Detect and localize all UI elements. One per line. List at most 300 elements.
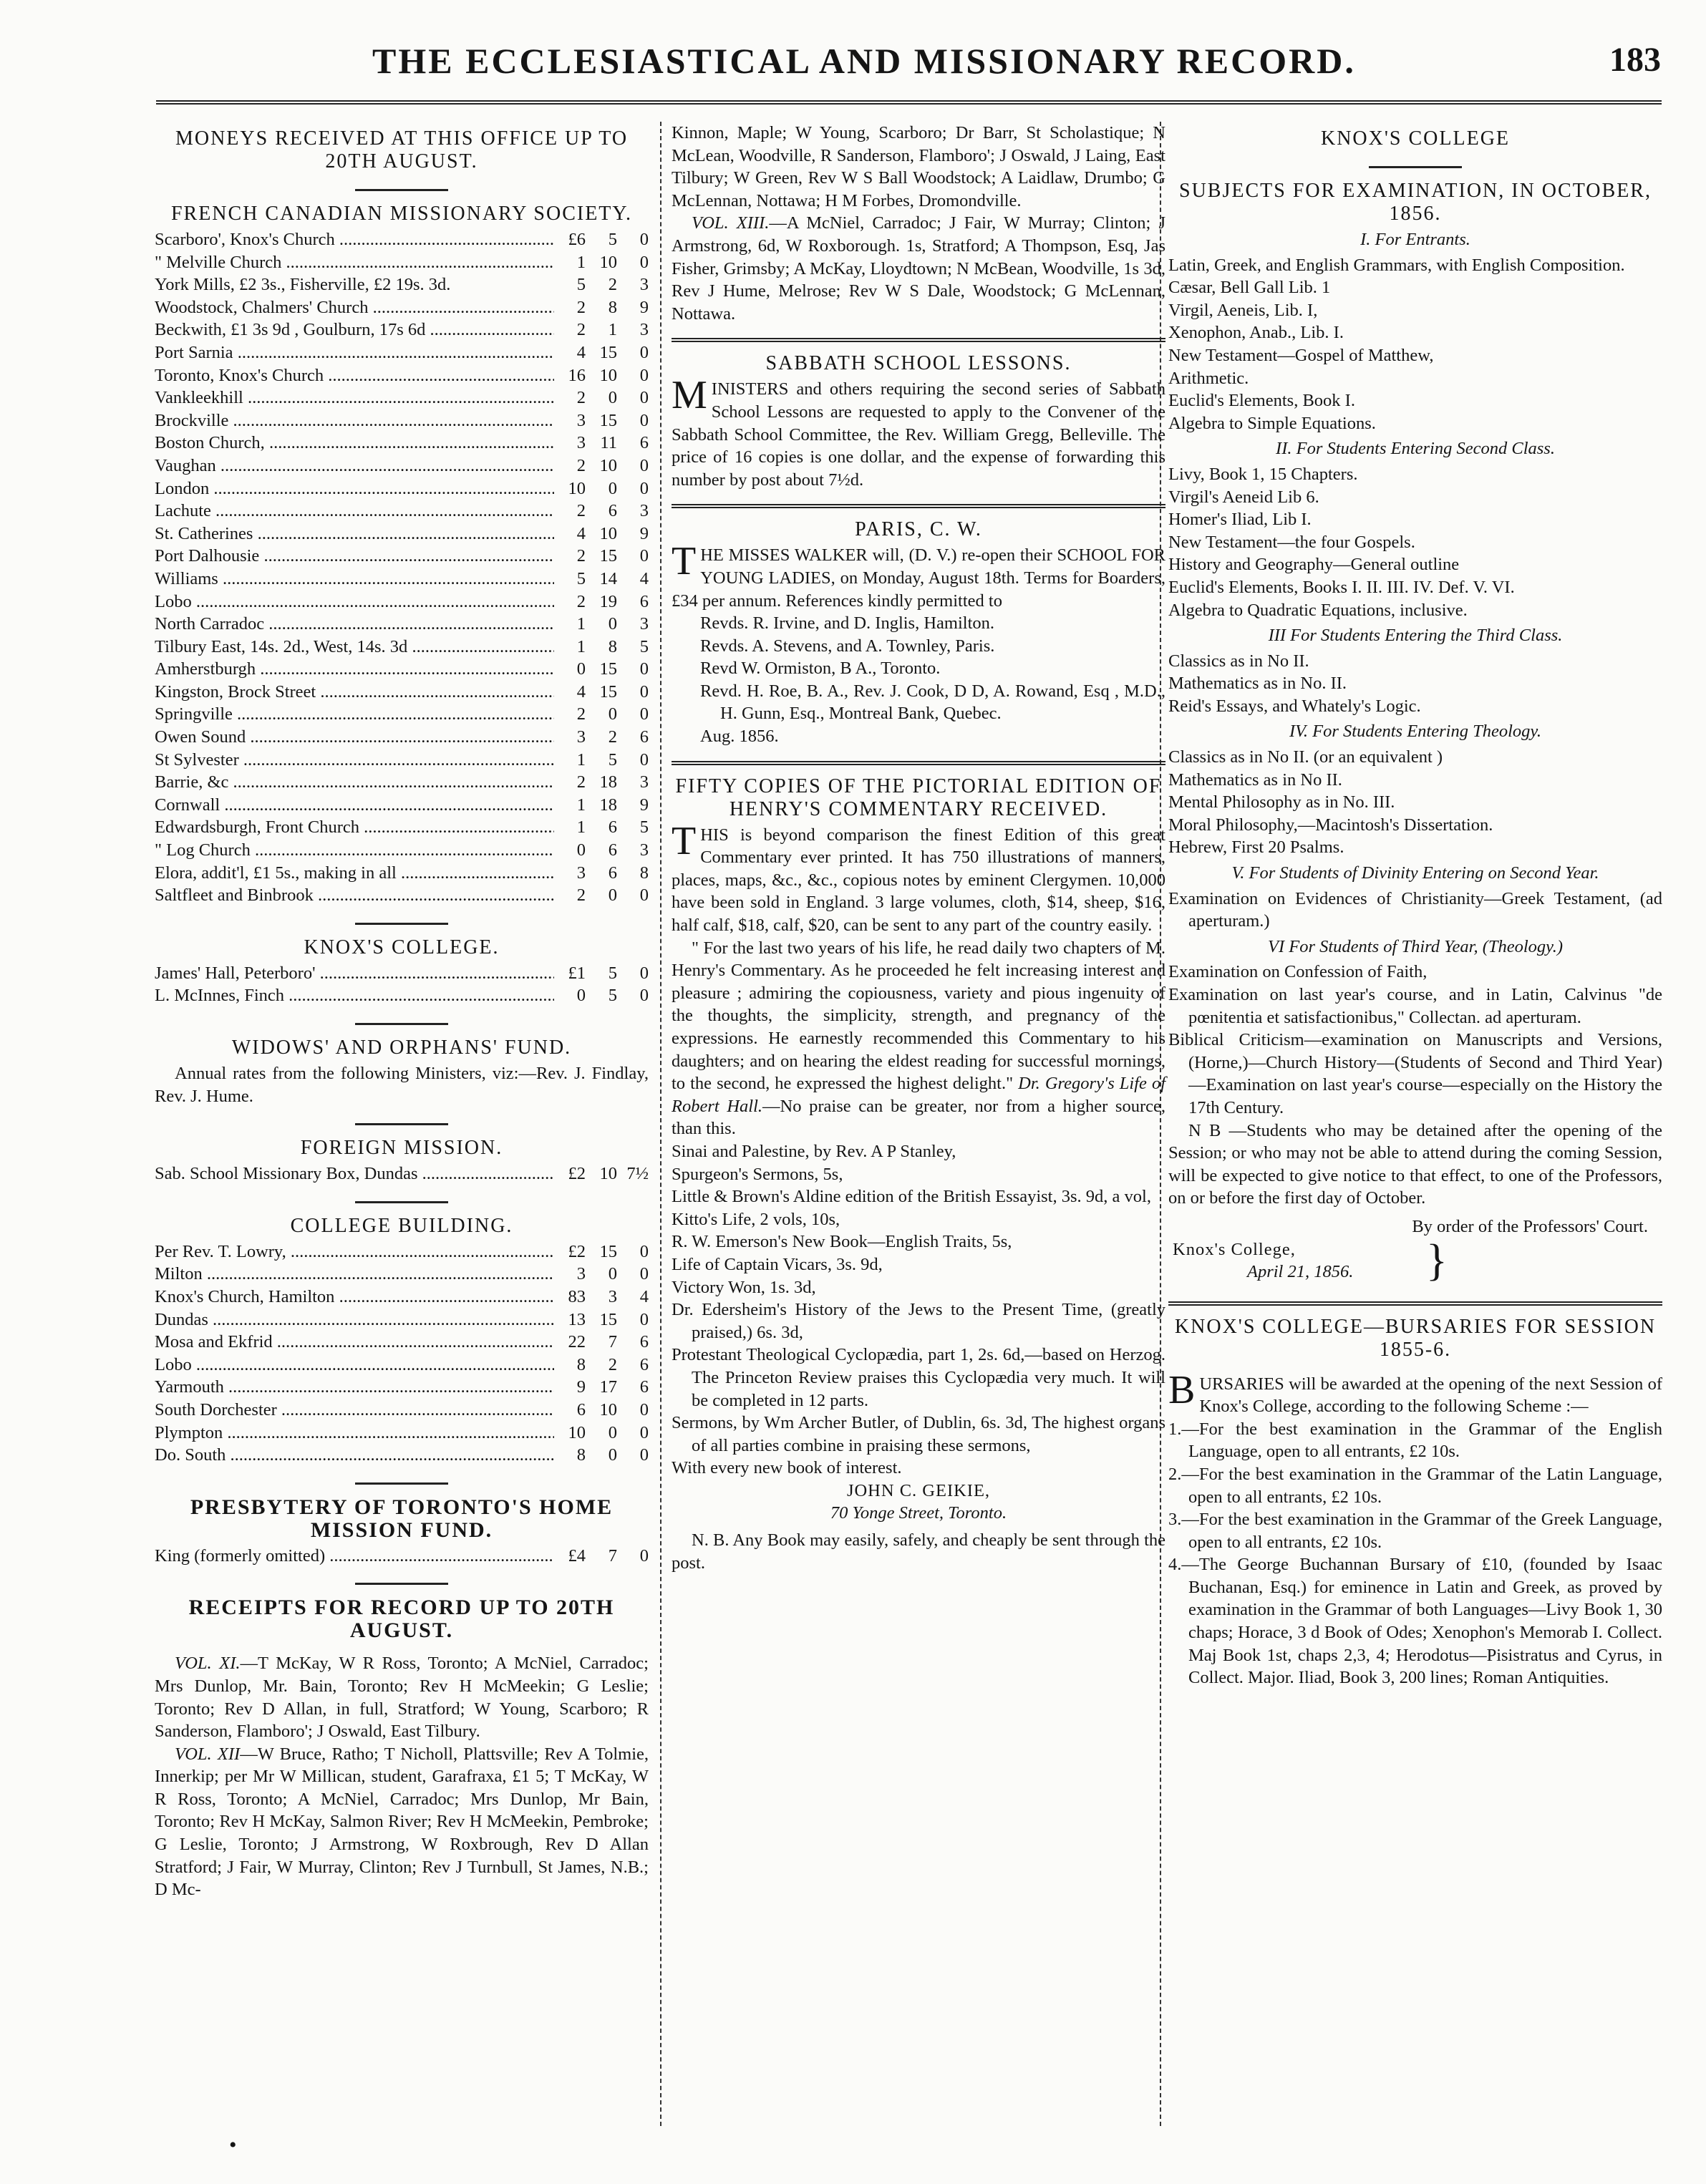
exam-subject: Euclid's Elements, Book I. (1168, 391, 1355, 411)
amount-pounds: 2 (576, 320, 586, 340)
ledger-row (155, 1263, 649, 1286)
exam-subject: Reid's Essays, and Whately's Logic. (1168, 696, 1421, 716)
ledger-amount (554, 681, 649, 704)
signature-name: JOHN C. GEIKIE, (846, 1480, 991, 1500)
subjects-heading: SUBJECTS FOR EXAMINATION, IN OCTOBER, 1856. (1179, 180, 1652, 225)
amount-pence: 6 (639, 591, 649, 611)
amount-pence: 0 (639, 704, 649, 724)
amount-pence: 6 (639, 1354, 649, 1374)
french-mission-ledger (155, 228, 649, 907)
bursary-item: 3.—For the best examination in the Grammar of the Greek Language, open to all entrants, £2 10s. (1168, 1510, 1662, 1552)
ledger-amount (554, 984, 649, 1007)
exam-subject: Euclid's Elements, Books I. II. III. IV. Def. V. VI. (1168, 577, 1515, 597)
ledger-amount (554, 251, 649, 274)
ledger-row (155, 703, 649, 726)
amount-shillings: 15 (599, 1309, 617, 1329)
section-rule (1369, 166, 1462, 168)
amount-pounds: £4 (568, 1545, 586, 1566)
amount-shillings: 5 (608, 230, 617, 249)
amount-pence: 0 (639, 885, 649, 906)
ledger-row (155, 1331, 649, 1354)
ledger-amount (554, 613, 649, 636)
amount-pounds: 3 (576, 433, 586, 453)
amount-pounds: 2 (576, 885, 586, 906)
column-right (1168, 122, 1662, 1689)
ledger-amount (554, 658, 649, 681)
presbytery-ledger (155, 1545, 649, 1568)
exam-subject: New Testament—the four Gospels. (1168, 532, 1415, 552)
amount-pounds: 4 (576, 523, 586, 543)
section-rule (355, 189, 448, 191)
ledger-amount (554, 1444, 649, 1467)
amount-shillings: 0 (608, 614, 617, 634)
ledger-name: Boston Church, ..... (155, 432, 554, 455)
amount-shillings: 6 (608, 840, 617, 860)
ledger-amount (554, 1399, 649, 1422)
foreign-mission-heading: FOREIGN MISSION. (300, 1137, 503, 1160)
ledger-row (155, 636, 649, 659)
amount-pence: 5 (639, 817, 649, 838)
column-left (155, 122, 649, 1901)
ledger-name: Toronto, Knox's Church ..... (155, 364, 554, 387)
fifty-copies-heading: FIFTY COPIES OF THE PICTORIAL EDITION OF HENRY'S COMMENTARY RECEIVED. (675, 775, 1162, 820)
ledger-name: Brockville ..... (155, 409, 554, 432)
amount-pence: 6 (639, 1332, 649, 1352)
amount-pence: 0 (639, 546, 649, 566)
ledger-amount (554, 816, 649, 839)
ledger-amount (554, 771, 649, 794)
amount-pounds: 83 (568, 1286, 586, 1306)
ledger-name: James' Hall, Peterboro' ..... (155, 962, 554, 985)
ledger-row (155, 568, 649, 591)
ledger-row (155, 1399, 649, 1422)
nb-note: N. B. Any Book may easily, safely, and cheaply be sent through the post. (672, 1530, 1165, 1573)
ledger-name: North Carradoc ..... (155, 613, 554, 636)
amount-pounds: £1 (568, 963, 586, 983)
amount-shillings: 5 (608, 963, 617, 983)
exam-section-heading: II. For Students Entering Second Class. (1276, 439, 1555, 459)
book-item: Spurgeon's Sermons, 5s, (672, 1164, 843, 1184)
book-item: Little & Brown's Aldine edition of the British Essayist, 3s. 9d, a vol, (672, 1187, 1151, 1207)
amount-pence: 9 (639, 297, 649, 317)
ledger-amount (554, 409, 649, 432)
amount-pence: 0 (639, 388, 649, 408)
ledger-row (155, 251, 649, 274)
amount-pounds: 3 (576, 410, 586, 430)
amount-pence: 0 (639, 1445, 649, 1465)
book-item: Sinai and Palestine, by Rev. A P Stanley, (672, 1141, 956, 1161)
amount-shillings: 5 (608, 986, 617, 1006)
exam-subject: Examination on Evidences of Christianity—Greek Testament, (ad aperturam.) (1168, 888, 1662, 931)
ledger-row (155, 839, 649, 862)
amount-pounds: 5 (576, 568, 586, 588)
book-item: Dr. Edersheim's History of the Jews to the Present Time, (greatly praised,) 6s. 3d, (672, 1300, 1165, 1342)
exam-subject: Mathematics as in No. II. (1168, 674, 1347, 694)
ledger-amount (554, 1422, 649, 1445)
exam-subject: Livy, Book 1, 15 Chapters. (1168, 464, 1358, 484)
receipts-heading: RECEIPTS FOR RECORD UP TO 20TH AUGUST. (188, 1596, 615, 1643)
amount-shillings: 2 (608, 275, 617, 295)
amount-shillings: 0 (608, 1422, 617, 1442)
amount-shillings: 15 (599, 681, 617, 702)
page-number: 183 (1609, 41, 1661, 79)
amount-pounds: £2 (568, 1241, 586, 1261)
exam-section-heading: IV. For Students Entering Theology. (1289, 722, 1542, 742)
ledger-row (155, 884, 649, 907)
ledger-name: Vankleekhill ..... (155, 387, 554, 409)
ledger-amount (554, 341, 649, 364)
amount-pence: 0 (639, 1264, 649, 1284)
ledger-amount (554, 1545, 649, 1568)
amount-shillings: 1 (608, 320, 617, 340)
bursaries-intro: BURSARIES will be awarded at the opening of the next Session of Knox's College, according to the following Scheme :— (1168, 1367, 1662, 1417)
ledger-name: Cornwall ..... (155, 794, 554, 817)
amount-pounds: 8 (576, 1445, 586, 1465)
exam-subject: Virgil, Aeneis, Lib. I, (1168, 300, 1318, 320)
ledger-name: Vaughan ..... (155, 455, 554, 477)
college-date: April 21, 1856. (1247, 1262, 1354, 1282)
knox-college-ledger (155, 962, 649, 1007)
receipts-vol13: VOL. XIII.—A McNiel, Carradoc; J Fair, W Murray; Clinton; J Armstrong, 6d, W Roxborough. 1s, Stratford; A Thompson, Esq, Jas Fisher, Grimsby; A McKay, Lloydtown; N McBean, Woodville, 1s 3d, Rev J Hume, Melrose; Rev W S Dale, Woodstock; G McLennan, Nottawa. (672, 213, 1165, 324)
amount-pence: 0 (639, 659, 649, 679)
amount-pence: 0 (639, 749, 649, 770)
ledger-name: London ..... (155, 477, 554, 500)
exam-subject: Hebrew, First 20 Psalms. (1168, 838, 1344, 858)
ledger-amount (554, 319, 649, 341)
amount-pence: 0 (639, 1399, 649, 1419)
exam-section-heading: I. For Entrants. (1360, 230, 1470, 249)
paris-date: Aug. 1856. (700, 727, 779, 747)
ledger-name: Kingston, Brock Street ..... (155, 681, 554, 704)
ledger-row (155, 1286, 649, 1309)
bursary-item: 1.—For the best examination in the Grammar of the English Language, open to all entrants, £2 10s. (1168, 1419, 1662, 1462)
amount-shillings: 0 (608, 1445, 617, 1465)
ledger-row (155, 319, 649, 341)
amount-pence: 0 (639, 1545, 649, 1566)
knox-college-heading: KNOX'S COLLEGE. (304, 936, 500, 958)
exam-subject: Algebra to Quadratic Equations, inclusive. (1168, 600, 1468, 620)
amount-pounds: 2 (576, 772, 586, 792)
ledger-row (155, 296, 649, 319)
ledger-row (155, 1163, 649, 1185)
ledger-name: Knox's Church, Hamilton ..... (155, 1286, 554, 1309)
book-list (672, 1140, 1165, 1480)
amount-pounds: 2 (576, 546, 586, 566)
amount-pounds: 2 (576, 388, 586, 408)
ledger-row (155, 455, 649, 477)
section-rule (672, 761, 1165, 765)
exam-subject: Mental Philosophy as in No. III. (1168, 792, 1395, 812)
amount-pence: 0 (639, 455, 649, 475)
amount-shillings: 6 (608, 863, 617, 883)
ledger-name: Sab. School Missionary Box, Dundas ..... (155, 1163, 554, 1185)
ledger-name: South Dorchester ..... (155, 1399, 554, 1422)
exam-subject: New Testament—Gospel of Matthew, (1168, 345, 1434, 365)
ledger-row (155, 681, 649, 704)
ledger-row (155, 432, 649, 455)
book-item: With every new book of interest. (672, 1458, 902, 1478)
amount-pounds: 1 (576, 614, 586, 634)
ledger-amount (554, 591, 649, 613)
ledger-name: Tilbury East, 14s. 2d., West, 14s. 3d ..... (155, 636, 554, 659)
ledger-name: Beckwith, £1 3s 9d , Goulburn, 17s 6d ..... (155, 319, 554, 341)
amount-pence: 3 (639, 772, 649, 792)
amount-pence: 0 (639, 1241, 649, 1261)
amount-pounds: 10 (568, 1422, 586, 1442)
amount-pence: 8 (639, 863, 649, 883)
amount-shillings: 18 (599, 795, 617, 815)
ledger-amount (554, 862, 649, 885)
ledger-amount (554, 884, 649, 907)
exam-subject: Mathematics as in No II. (1168, 770, 1342, 790)
amount-shillings: 14 (599, 568, 617, 588)
amount-shillings: 3 (608, 1286, 617, 1306)
amount-shillings: 10 (599, 252, 617, 272)
amount-pounds: 6 (576, 1399, 586, 1419)
exam-subject: Classics as in No II. (or an equivalent ) (1168, 747, 1443, 767)
ledger-amount (554, 1376, 649, 1399)
amount-pounds: 3 (576, 727, 586, 747)
ledger-name: " Log Church ..... (155, 839, 554, 862)
ledger-row (155, 862, 649, 885)
amount-pounds: 0 (576, 840, 586, 860)
ledger-amount (554, 1241, 649, 1263)
section-rule (355, 923, 448, 925)
amount-pence: 3 (639, 614, 649, 634)
ledger-name: Barrie, &c ..... (155, 771, 554, 794)
ledger-row (155, 1444, 649, 1467)
amount-pounds: 13 (568, 1309, 586, 1329)
amount-shillings: 18 (599, 772, 617, 792)
ledger-name: Saltfleet and Binbrook ..... (155, 884, 554, 907)
french-mission-heading: FRENCH CANADIAN MISSIONARY SOCIETY. (170, 203, 633, 225)
amount-shillings: 10 (599, 1164, 617, 1184)
ledger-row (155, 228, 649, 251)
amount-pounds: 4 (576, 681, 586, 702)
ledger-name: King (formerly omitted) ..... (155, 1545, 554, 1568)
amount-pence: 6 (639, 727, 649, 747)
amount-pounds: 8 (576, 1354, 586, 1374)
section-rule (355, 1123, 448, 1125)
amount-shillings: 11 (600, 433, 617, 453)
amount-pence: 3 (639, 501, 649, 521)
signature-address: 70 Yonge Street, Toronto. (830, 1503, 1007, 1523)
exam-subject: Homer's Iliad, Lib I. (1168, 510, 1312, 530)
exam-section-heading: III For Students Entering the Third Class. (1268, 626, 1563, 646)
ledger-row (155, 1545, 649, 1568)
ledger-amount (554, 387, 649, 409)
amount-pence: 0 (639, 1422, 649, 1442)
amount-pence: 4 (639, 1286, 649, 1306)
paris-text: THE MISSES WALKER will, (D. V.) re-open their SCHOOL FOR YOUNG LADIES, on Monday, August 18th. Terms for Boarders, £34 per annum. References kindly permitted to (672, 539, 1165, 611)
amount-pence: 0 (639, 230, 649, 249)
reference-item: Revds. R. Irvine, and D. Inglis, Hamilton. (700, 613, 995, 634)
ledger-row (155, 341, 649, 364)
section-rule (672, 504, 1165, 508)
amount-pounds: 0 (576, 659, 586, 679)
amount-shillings: 7 (608, 1545, 617, 1566)
amount-pounds: 9 (576, 1377, 586, 1397)
bursaries-heading: KNOX'S COLLEGE—BURSARIES FOR SESSION 1855-6. (1174, 1315, 1657, 1361)
footer-mark: • (229, 2133, 237, 2157)
amount-pounds: 4 (576, 342, 586, 362)
amount-pounds: 0 (576, 986, 586, 1006)
amount-shillings: 15 (599, 410, 617, 430)
amount-pence: 9 (639, 523, 649, 543)
ledger-name: Milton ..... (155, 1263, 554, 1286)
amount-shillings: 0 (608, 704, 617, 724)
ledger-row (155, 523, 649, 545)
ledger-name: Mosa and Ekfrid ..... (155, 1331, 554, 1354)
ledger-name: St Sylvester ..... (155, 749, 554, 772)
exam-subject: Biblical Criticism—examination on Manuscripts and Versions, (Horne,)—Church History—(Students of Second and Third Year)—Examination on last year's course—especially on the History the 17th Century. (1168, 1030, 1662, 1117)
book-item: Sermons, by Wm Archer Butler, of Dublin, 6s. 3d, The highest organs of all parties combine in praising these sermons, (672, 1413, 1165, 1455)
ledger-amount (554, 568, 649, 591)
ledger-amount (554, 273, 649, 296)
ledger-row (155, 1422, 649, 1445)
ledger-row (155, 749, 649, 772)
ledger-name: Springville ..... (155, 703, 554, 726)
amount-shillings: 15 (599, 1241, 617, 1261)
ledger-row (155, 771, 649, 794)
ledger-amount (554, 636, 649, 659)
ledger-amount (554, 228, 649, 251)
book-item: Victory Won, 1s. 3d, (672, 1277, 816, 1297)
amount-pounds: 1 (576, 636, 586, 656)
ledger-amount (554, 455, 649, 477)
ledger-name: St. Catherines ..... (155, 523, 554, 545)
amount-shillings: 0 (608, 478, 617, 498)
amount-shillings: 2 (608, 727, 617, 747)
ledger-name: " Melville Church ..... (155, 251, 554, 274)
ledger-amount (554, 364, 649, 387)
exam-subject: Moral Philosophy,—Macintosh's Dissertation. (1168, 815, 1493, 835)
ledger-name: Port Sarnia ..... (155, 341, 554, 364)
ledger-row (155, 794, 649, 817)
ledger-name: L. McInnes, Finch ..... (155, 984, 554, 1007)
ledger-name: Amherstburgh ..... (155, 658, 554, 681)
paris-references (672, 612, 1165, 725)
section-rule (355, 1583, 448, 1585)
amount-pence: 0 (639, 986, 649, 1006)
section-rule (355, 1482, 448, 1485)
amount-pounds: 1 (576, 795, 586, 815)
ledger-amount (554, 1309, 649, 1331)
amount-pounds: 2 (576, 455, 586, 475)
ledger-name: York Mills, £2 3s., Fisherville, £2 19s. 3d. (155, 275, 451, 295)
brace-glyph: } (1426, 1236, 1448, 1285)
moneys-heading: MONEYS RECEIVED AT THIS OFFICE UP TO 20TH AUGUST. (175, 127, 629, 173)
amount-shillings: 7 (608, 1332, 617, 1352)
exam-subject: Examination on Confession of Faith, (1168, 962, 1428, 982)
ledger-name: Woodstock, Chalmers' Church ..... (155, 296, 554, 319)
amount-shillings: 0 (608, 1264, 617, 1284)
ledger-amount (554, 1263, 649, 1286)
ledger-amount (554, 962, 649, 985)
widows-fund-text: Annual rates from the following Ministers, viz:—Rev. J. Findlay, Rev. J. Hume. (155, 1064, 649, 1106)
amount-pounds: 2 (576, 297, 586, 317)
ledger-amount (554, 477, 649, 500)
ledger-name: Lachute ..... (155, 500, 554, 523)
book-item: Protestant Theological Cyclopædia, part 1, 2s. 6d,—based on Herzog. The Princeton Review praises this Cyclopædia very much. It will be completed in 12 parts. (672, 1345, 1165, 1410)
exam-subject: Classics as in No II. (1168, 651, 1309, 671)
ledger-amount (554, 726, 649, 749)
ledger-name: Scarboro', Knox's Church ..... (155, 228, 554, 251)
ledger-amount (554, 1354, 649, 1377)
exam-subject: Virgil's Aeneid Lib 6. (1168, 487, 1319, 507)
exam-subject: Xenophon, Anab., Lib. I. (1168, 323, 1344, 343)
exam-subject: Examination on last year's course, and in Latin, Calvinus "de pœnitentia et satisfactionibus," Collectan. ad aperturam. (1168, 985, 1662, 1027)
ledger-amount (554, 545, 649, 568)
ledger-row (155, 613, 649, 636)
ledger-row (155, 1309, 649, 1331)
ledger-row (155, 273, 649, 296)
college-building-ledger (155, 1241, 649, 1467)
ledger-row (155, 816, 649, 839)
ledger-name: Elora, addit'l, £1 5s., making in all ..... (155, 862, 554, 885)
ledger-name: Lobo ..... (155, 591, 554, 613)
reference-item: Revd. H. Roe, B. A., Rev. J. Cook, D D, A. Rowand, Esq , M.D., H. Gunn, Esq., Montreal Bank, Quebec. (700, 681, 1165, 724)
amount-pence: 3 (639, 275, 649, 295)
amount-pence: 3 (639, 840, 649, 860)
ledger-amount (554, 523, 649, 545)
amount-shillings: 0 (608, 885, 617, 906)
fifty-copies-p1: THIS is beyond comparison the finest Edition of this great Commentary ever printed. It has 750 illustrations of manners, places, maps, &c., &c., copious notes by eminent Clergymen. 10,000 have been sold in England. 3 large volumes, cloth, $14, sheep, $16, half calf, $18, calf, $20, can be sent to any part of the country easily. (672, 818, 1165, 936)
ledger-amount (554, 839, 649, 862)
amount-pounds: £6 (568, 230, 586, 249)
knox-college-title: KNOX'S COLLEGE (1320, 127, 1511, 150)
page-title: THE ECCLESIASTICAL AND MISSIONARY RECORD. (372, 41, 1356, 81)
amount-shillings: 19 (599, 591, 617, 611)
section-rule (355, 1201, 448, 1203)
date-block (1168, 1238, 1662, 1288)
amount-shillings: 15 (599, 546, 617, 566)
amount-pounds: 3 (576, 863, 586, 883)
ledger-amount (554, 794, 649, 817)
receipts-vol12: VOL. XII—W Bruce, Ratho; T Nicholl, Plattsville; Rev A Tolmie, Innerkip; per Mr W Millican, student, Garafraxa, £1 5; T McKay, W R Ross, Toronto; A McNiel, Carradoc; Mrs Dunlop, Mr Bain, Toronto; Rev H McKay, Salmon River; Rev H McMeekin, Pembroke; G Leslie, Toronto; J Armstrong, W Roxbrough, Rev D Allan Stratford; J Fair, W Murray, Clinton; Rev J Turnbull, St James, N.B.; D Mc- (155, 1744, 649, 1900)
exam-section-heading: V. For Students of Divinity Entering on Second Year. (1231, 863, 1599, 883)
foreign-mission-ledger (155, 1163, 649, 1185)
amount-pence: 4 (639, 568, 649, 588)
sabbath-heading: SABBATH SCHOOL LESSONS. (765, 352, 1072, 375)
ledger-row (155, 1376, 649, 1399)
ledger-row (155, 477, 649, 500)
ledger-name: Do. South ..... (155, 1444, 554, 1467)
ledger-row (155, 658, 649, 681)
amount-pence: 6 (639, 433, 649, 453)
ledger-row (155, 962, 649, 985)
college-place: Knox's College, (1173, 1239, 1296, 1259)
amount-pence: 6 (639, 1377, 649, 1397)
amount-pence: 5 (639, 636, 649, 656)
exam-sections (1168, 228, 1662, 1120)
ledger-row (155, 591, 649, 613)
ledger-amount (554, 1331, 649, 1354)
bursary-item: 4.—The George Buchannan Bursary of £10, (founded by Isaac Buchanan, Esq.) for eminence in Latin and Greek, as proved by examination in the Grammar of both Languages—Livy Book 1, 30 chaps; Horace, 3 d Book of Odes; Xenophon's Memorab I. Collect. Maj Book 1st, chaps 2,3, 4; Herodotus—Pisistratus and Cyrus, in Collect. Major. Iliad, Book 3, 200 lines; Roman Antiquities. (1168, 1555, 1662, 1688)
amount-shillings: 10 (599, 455, 617, 475)
receipts-vol11: VOL. XI.—T McKay, W R Ross, Toronto; A McNiel, Carradoc; Mrs Dunlop, Mr. Bain, Toronto; Rev H McMeekin; G Leslie; Toronto; Rev D Allan, in full, Stratford; W Young, Scarboro; R Sanderson, Flamboro'; J Oswald, East Tilbury. (155, 1654, 649, 1742)
section-rule (355, 1023, 448, 1025)
amount-pounds: 1 (576, 749, 586, 770)
ledger-row (155, 1354, 649, 1377)
ledger-row (155, 1241, 649, 1263)
amount-pounds: 3 (576, 1264, 586, 1284)
amount-pounds: 1 (576, 252, 586, 272)
ledger-name: Per Rev. T. Lowry, ..... (155, 1241, 554, 1263)
ledger-amount (554, 296, 649, 319)
sabbath-text: MINISTERS and others requiring the second series of Sabbath School Lessons are requested to apply to the Convener of the Sabbath School Committee, the Rev. William Gregg, Belleville. The price of 16 copies is one dollar, and the expense of forwarding this number by post about 7½d. (672, 373, 1165, 490)
amount-pounds: 16 (568, 365, 586, 385)
